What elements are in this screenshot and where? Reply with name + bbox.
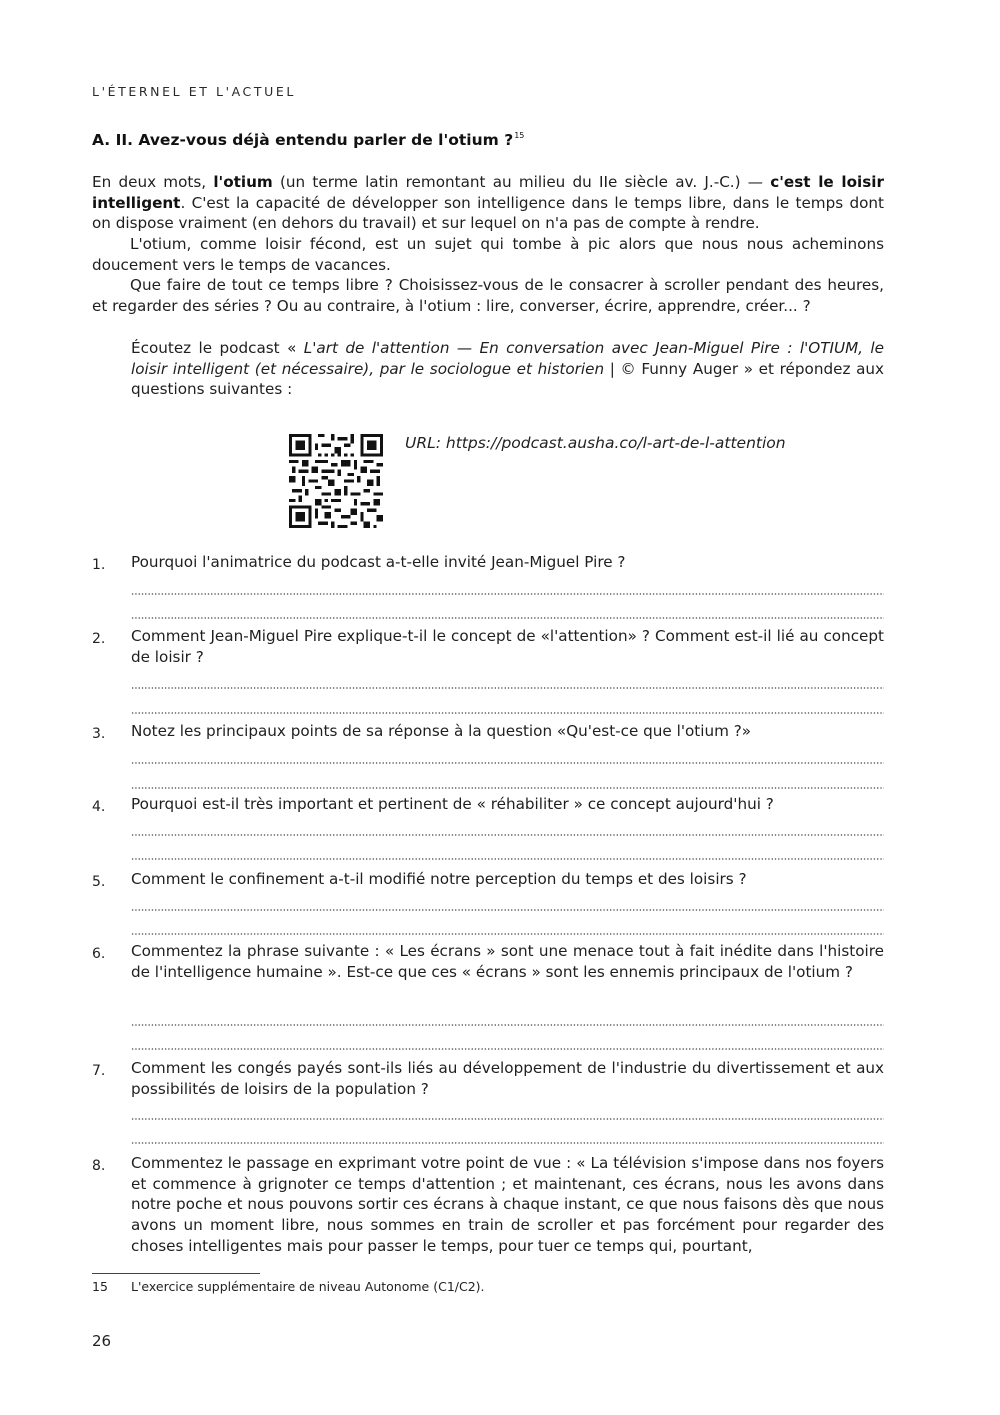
- question-text: Comment le confinement a-t-il modifié notre perception du temps et des loisirs ?: [131, 870, 747, 888]
- question-number: 8.: [92, 1158, 106, 1174]
- question-number: 5.: [92, 874, 106, 890]
- page-number: 26: [92, 1332, 112, 1350]
- question-text: Comment les congés payés sont-ils liés au développement de l'industrie du divertissement et aux possibilités de loisirs de la population ?: [131, 1059, 884, 1098]
- answer-line[interactable]: [131, 1024, 884, 1026]
- footnote-reference[interactable]: 15: [514, 131, 525, 140]
- answer-line[interactable]: [131, 1142, 884, 1144]
- answer-line[interactable]: [131, 593, 884, 595]
- answer-line[interactable]: [131, 933, 884, 935]
- answer-line[interactable]: [131, 1118, 884, 1120]
- question-text: Notez les principaux points de sa réponse à la question «Qu'est-ce que l'otium ?»: [131, 722, 752, 740]
- answer-line[interactable]: [131, 834, 884, 836]
- question-number: 2.: [92, 631, 106, 647]
- question-text: Comment Jean-Miguel Pire explique-t-il le concept de «l'attention» ? Comment est-il lié au concept de loisir ?: [131, 627, 884, 666]
- section-title-text: A. II. Avez-vous déjà entendu parler de l'otium ?: [92, 131, 514, 149]
- answer-line[interactable]: [131, 909, 884, 911]
- answer-line[interactable]: [131, 617, 884, 619]
- answer-line[interactable]: [131, 762, 884, 764]
- question-number: 1.: [92, 557, 106, 573]
- answer-line[interactable]: [131, 712, 884, 714]
- podcast-url-link[interactable]: URL: https://podcast.ausha.co/l-art-de-l-attention: [405, 434, 786, 452]
- question-number: 4.: [92, 799, 106, 815]
- footnote-divider: [92, 1273, 260, 1274]
- podcast-title: L'art de l'attention — En conversation avec Jean-Miguel Pire : l'OTIUM, le loisir intelligent (et nécessaire), par le sociologue et historien: [131, 339, 884, 378]
- answer-line[interactable]: [131, 858, 884, 860]
- answer-line[interactable]: [131, 1048, 884, 1050]
- question-number: 3.: [92, 726, 106, 742]
- section-title: [92, 131, 524, 149]
- answer-line[interactable]: [131, 787, 884, 789]
- question-number: 6.: [92, 946, 106, 962]
- footnote: [92, 1279, 485, 1294]
- intro-paragraph-2: L'otium, comme loisir fécond, est un sujet qui tombe à pic alors que nous nous acheminons doucement vers le temps de vacances.: [92, 235, 884, 274]
- question-text: Commentez la phrase suivante : « Les écrans » sont une menace tout à fait inédite dans l'histoire de l'intelligence humaine ». Est-ce que ces « écrans » sont les ennemis principaux de l'otium ?: [131, 942, 884, 981]
- question-text: Pourquoi l'animatrice du podcast a-t-elle invité Jean-Miguel Pire ?: [131, 553, 626, 571]
- question-text: Commentez le passage en exprimant votre point de vue : « La télévision s'impose dans nos foyers et commence à grignoter ce temps d'attention ; et maintenant, ces écrans, nous les avons dans notre poche et nous pouvons sortir ces écrans à chaque instant, ce que nous faisons dès que nous avons un moment libre, nous sommes en train de scroller et pas forcément pour regarder des choses intelligentes mais pour passer le temps, pour tuer ce temps qui, pourtant,: [131, 1154, 884, 1255]
- footnote-text: L'exercice supplémentaire de niveau Autonome (C1/C2).: [131, 1279, 485, 1294]
- intro-paragraph-3: Que faire de tout ce temps libre ? Choisissez-vous de le consacrer à scroller pendant des heures, et regarder des séries ? Ou au contraire, à l'otium : lire, converser, écrire, apprendre, créer... ?: [92, 276, 884, 315]
- podcast-instructions: Écoutez le podcast « L'art de l'attention — En conversation avec Jean-Miguel Pire : l'OTIUM, le loisir intelligent (et nécessaire), par le sociologue et historien | © Funny Auger » et répondez aux questions suivantes :: [131, 339, 885, 399]
- question-text: Pourquoi est-il très important et pertinent de « réhabiliter » ce concept aujourd'hui ?: [131, 795, 774, 813]
- term-otium: l'otium: [213, 173, 273, 191]
- definition-highlight: c'est le loisir intelligent: [92, 173, 884, 212]
- running-header: L'ÉTERNEL ET L'ACTUEL: [92, 84, 296, 99]
- qr-code-icon[interactable]: [289, 434, 383, 528]
- footnote-number: 15: [92, 1279, 108, 1294]
- question-number: 7.: [92, 1063, 106, 1079]
- answer-line[interactable]: [131, 687, 884, 689]
- intro-paragraph-1: En deux mots, l'otium (un terme latin remontant au milieu du IIe siècle av. J.-C.) — c'est le loisir intelligent. C'est la capacité de développer son intelligence dans le temps libre, dans le temps dont on dispose vraiment (en dehors du travail) et sur lequel on n'a pas de compte à rendre.: [92, 173, 884, 233]
